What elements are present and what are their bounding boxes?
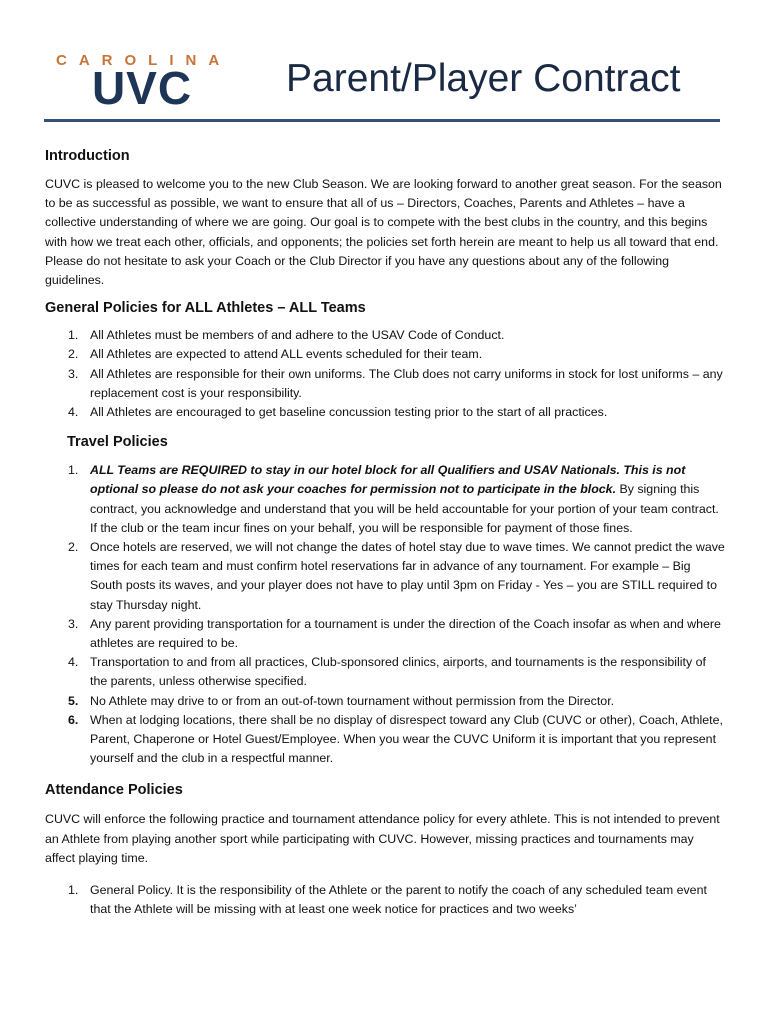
list-item xyxy=(45,345,725,364)
list-item xyxy=(45,461,725,538)
attendance-policies-list xyxy=(45,881,725,919)
travel-policies-section xyxy=(45,432,725,768)
header-divider xyxy=(44,119,720,122)
list-item-text: Transportation to and from all practices, Club-sponsored clinics, airports, and tournaments is the responsibility of the parents, unless otherwise specified. xyxy=(90,655,706,689)
general-policies-list xyxy=(45,326,725,422)
travel-policies-heading: Travel Policies xyxy=(67,434,168,451)
list-item-number: 3. xyxy=(68,366,79,381)
list-item-text: All Athletes are encouraged to get baseline concussion testing prior to the start of all practices. xyxy=(90,405,608,420)
list-item xyxy=(45,326,725,345)
travel-policies-list xyxy=(45,461,725,768)
list-item xyxy=(45,881,725,919)
list-item-text: By signing this contract, you acknowledge and understand that you will be held accountable for your portion of your team contract. If the club or the team incur fines on your behalf, you will be responsible for payment of those fines. xyxy=(90,482,719,535)
list-item-number: 5. xyxy=(68,693,79,708)
introduction-paragraph: CUVC is pleased to welcome you to the new Club Season. We are looking forward to another great season. For the season to be as successful as possible, we want to ensure that all of us – Directors, Coaches, Parents and Athletes – have a collective understanding of where we are going. Our goal is to compete with the best clubs in the country, and this begins with how we treat each other, officials, and opponents; the policies set forth herein are meant to help us all toward that end. Please do not hesitate to ask your Coach or the Club Director if you have any questions about any of the following guidelines. xyxy=(45,177,722,288)
introduction-section xyxy=(45,146,725,290)
list-item-text: All Athletes are responsible for their own uniforms. The Club does not carry uniforms in stock for lost uniforms – any replacement cost is your responsibility. xyxy=(90,366,723,400)
general-policies-heading: General Policies for ALL Athletes – ALL Teams xyxy=(45,300,366,317)
list-item-number: 4. xyxy=(68,655,79,670)
attendance-paragraph: CUVC will enforce the following practice and tournament attendance policy for every athlete. This is not intended to prevent an Athlete from playing another sport while participating with CUVC. However, missing practices and tournaments may affect playing time. xyxy=(45,812,720,865)
list-item xyxy=(45,615,725,653)
list-item-number: 1. xyxy=(68,328,79,343)
list-item-text: All Athletes must be members of and adhere to the USAV Code of Conduct. xyxy=(90,328,505,343)
document-body xyxy=(45,146,725,920)
list-item-number: 1. xyxy=(68,883,79,898)
list-item-number: 2. xyxy=(68,347,79,362)
list-item-text: General Policy. It is the responsibility of the Athlete or the parent to notify the coach of any scheduled team event that the Athlete will be missing with at least one week notice for practices and two weeks’ xyxy=(90,883,707,917)
document-title: Parent/Player Contract xyxy=(286,57,681,100)
list-item-number: 4. xyxy=(68,405,79,420)
list-item-text: Once hotels are reserved, we will not change the dates of hotel stay due to wave times. We cannot predict the wave times for each team and must confirm hotel reservations far in advance of any tournament. For example – Big South posts its waves, and your player does not have to play until 3pm on Friday - Yes – you are STILL required to stay Thursday night. xyxy=(90,540,725,612)
list-item-emphasis: ALL Teams are REQUIRED to stay in our hotel block for all Qualifiers and USAV Nationals. This is not optional so please do not ask your coaches for permission not to participate in the block. xyxy=(90,463,686,497)
list-item xyxy=(45,365,725,403)
list-item-number: 2. xyxy=(68,540,79,555)
list-item-text: All Athletes are expected to attend ALL events scheduled for their team. xyxy=(90,347,483,362)
list-item xyxy=(45,653,725,691)
list-item xyxy=(45,692,725,711)
list-item-number: 6. xyxy=(68,712,79,727)
introduction-heading: Introduction xyxy=(45,148,130,164)
logo-uvc-text: UVC xyxy=(91,62,193,114)
list-item xyxy=(45,538,725,615)
general-policies-section xyxy=(45,298,725,422)
carolina-uvc-logo xyxy=(56,52,232,114)
attendance-policies-heading: Attendance Policies xyxy=(45,782,183,799)
list-item-number: 1. xyxy=(68,463,79,478)
list-item xyxy=(45,711,725,769)
list-item-text: No Athlete may drive to or from an out-of-town tournament without permission from the Director. xyxy=(90,693,615,708)
list-item-text: Any parent providing transportation for a tournament is under the direction of the Coach insofar as when and where athletes are required to be. xyxy=(90,616,721,651)
list-item-text: When at lodging locations, there shall be no display of disrespect toward any Club (CUVC or other), Coach, Athlete, Parent, Chaperone or Hotel Guest/Employee. When you wear the CUVC Uniform it is important that you represent yourself and the club in a respectful manner. xyxy=(90,712,723,766)
list-item xyxy=(45,403,725,422)
attendance-policies-section xyxy=(45,780,725,919)
logo-carolina-text: CAROLINA xyxy=(56,52,232,69)
list-item-number: 3. xyxy=(68,616,79,631)
